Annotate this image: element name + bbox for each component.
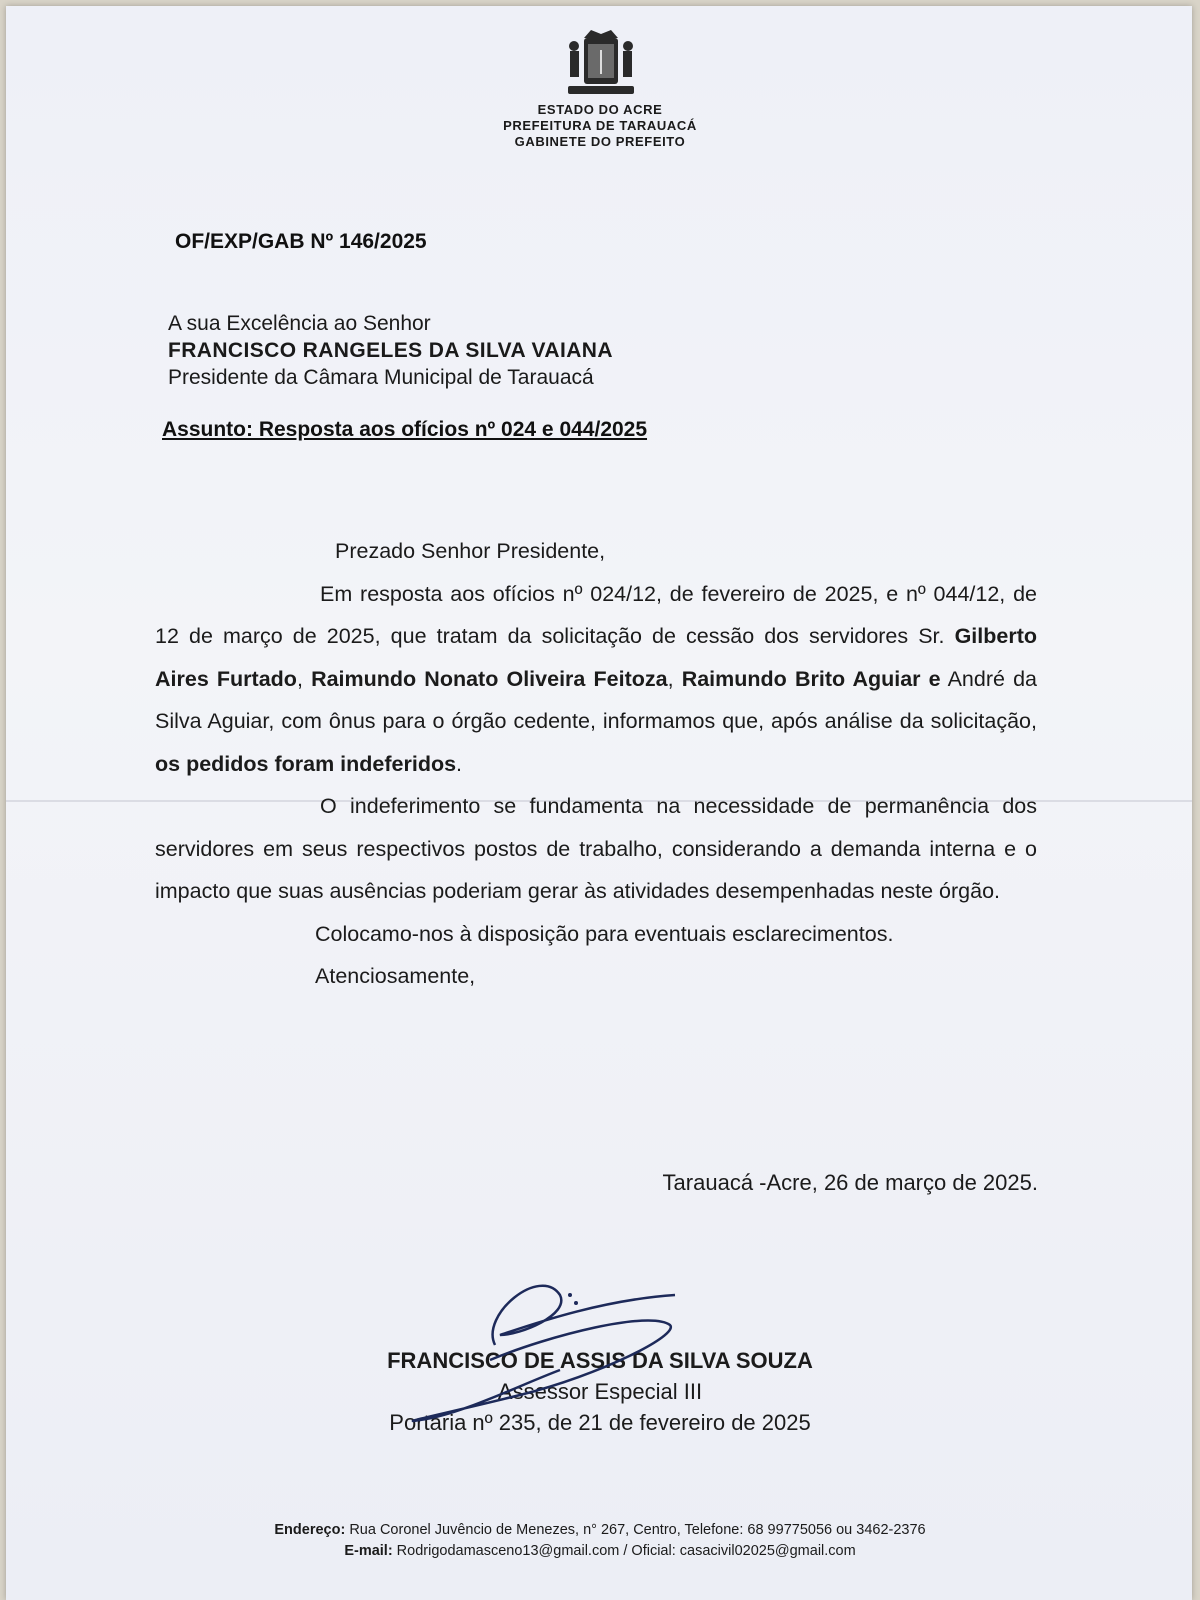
paragraph-response-text-a: Em resposta aos ofícios nº 024/12, de fevereiro de 2025, e nº 044/12, de 12 de março de 2025, que tratam da solicitação de cessão dos servidores Sr.	[155, 581, 1037, 648]
decision-text: os pedidos foram indeferidos	[155, 751, 457, 776]
footer-address	[0, 1520, 1200, 1541]
servant-name-1: Gilberto Aires Furtado	[155, 624, 1037, 691]
document-reference: OF/EXP/GAB Nº 146/2025	[175, 230, 427, 253]
signatory-appointment: Portaria nº 235, de 21 de fevereiro de 2025	[389, 1410, 811, 1435]
recipient-name: FRANCISCO RANGELES DA SILVA VAIANA	[168, 339, 613, 362]
footer-email-label: E-mail:	[344, 1543, 393, 1559]
greeting: Prezado Senhor Presidente,	[335, 539, 606, 563]
municipal-crest-icon	[564, 28, 638, 100]
letterhead	[0, 102, 1200, 150]
paragraph-justification: O indeferimento se fundamenta na necessidade de permanência dos servidores em seus respectivos postos de trabalho, considerando a demanda interna e o impacto que suas ausências poderiam gerar às atividades desempenhadas neste órgão.	[155, 794, 1037, 903]
letterhead-prefecture: PREFEITURA DE TARAUACÁ	[503, 118, 697, 133]
letter-subject: Assunto: Resposta aos ofícios nº 024 e 044/2025	[162, 418, 648, 441]
closing-phrase: Atenciosamente,	[315, 964, 476, 988]
recipient-block	[168, 310, 613, 391]
letter-body	[155, 530, 1037, 998]
date-line: Tarauacá -Acre, 26 de março de 2025.	[662, 1170, 1038, 1195]
servant-name-2: Raimundo Nonato Oliveira Feitoza	[311, 666, 668, 691]
letterhead-state: ESTADO DO ACRE	[537, 102, 663, 117]
servant-name-3: Raimundo Brito Aguiar e	[681, 666, 941, 691]
footer-email-text: Rodrigodamasceno13@gmail.com / Oficial: casacivil02025@gmail.com	[392, 1543, 856, 1559]
recipient-salutation: A sua Excelência ao Senhor	[168, 312, 431, 335]
separator-2: ,	[667, 666, 682, 691]
footer-email	[0, 1541, 1200, 1562]
separator-1: ,	[296, 666, 312, 691]
paragraph-availability: Colocamo-nos à disposição para eventuais esclarecimentos.	[315, 921, 894, 946]
footer	[0, 1520, 1200, 1562]
handwritten-signature-icon	[400, 1275, 700, 1455]
paragraph-response	[155, 573, 1037, 786]
footer-address-label: Endereço:	[274, 1522, 346, 1538]
signatory-role: Assessor Especial III	[497, 1379, 703, 1404]
recipient-title: Presidente da Câmara Municipal de Tarauacá	[168, 366, 594, 389]
signatory-name: FRANCISCO DE ASSIS DA SILVA SOUZA	[387, 1348, 813, 1373]
letterhead-office: GABINETE DO PREFEITO	[514, 134, 686, 149]
paragraph-response-text-b: André da Silva Aguiar, com ônus para o órgão cedente, informamos que, após análise da solicitação,	[155, 666, 1038, 733]
footer-address-text: Rua Coronel Juvêncio de Menezes, n° 267, Centro, Telefone: 68 99775056 ou 3462-2376	[345, 1522, 926, 1538]
paragraph-response-end: .	[456, 751, 463, 776]
